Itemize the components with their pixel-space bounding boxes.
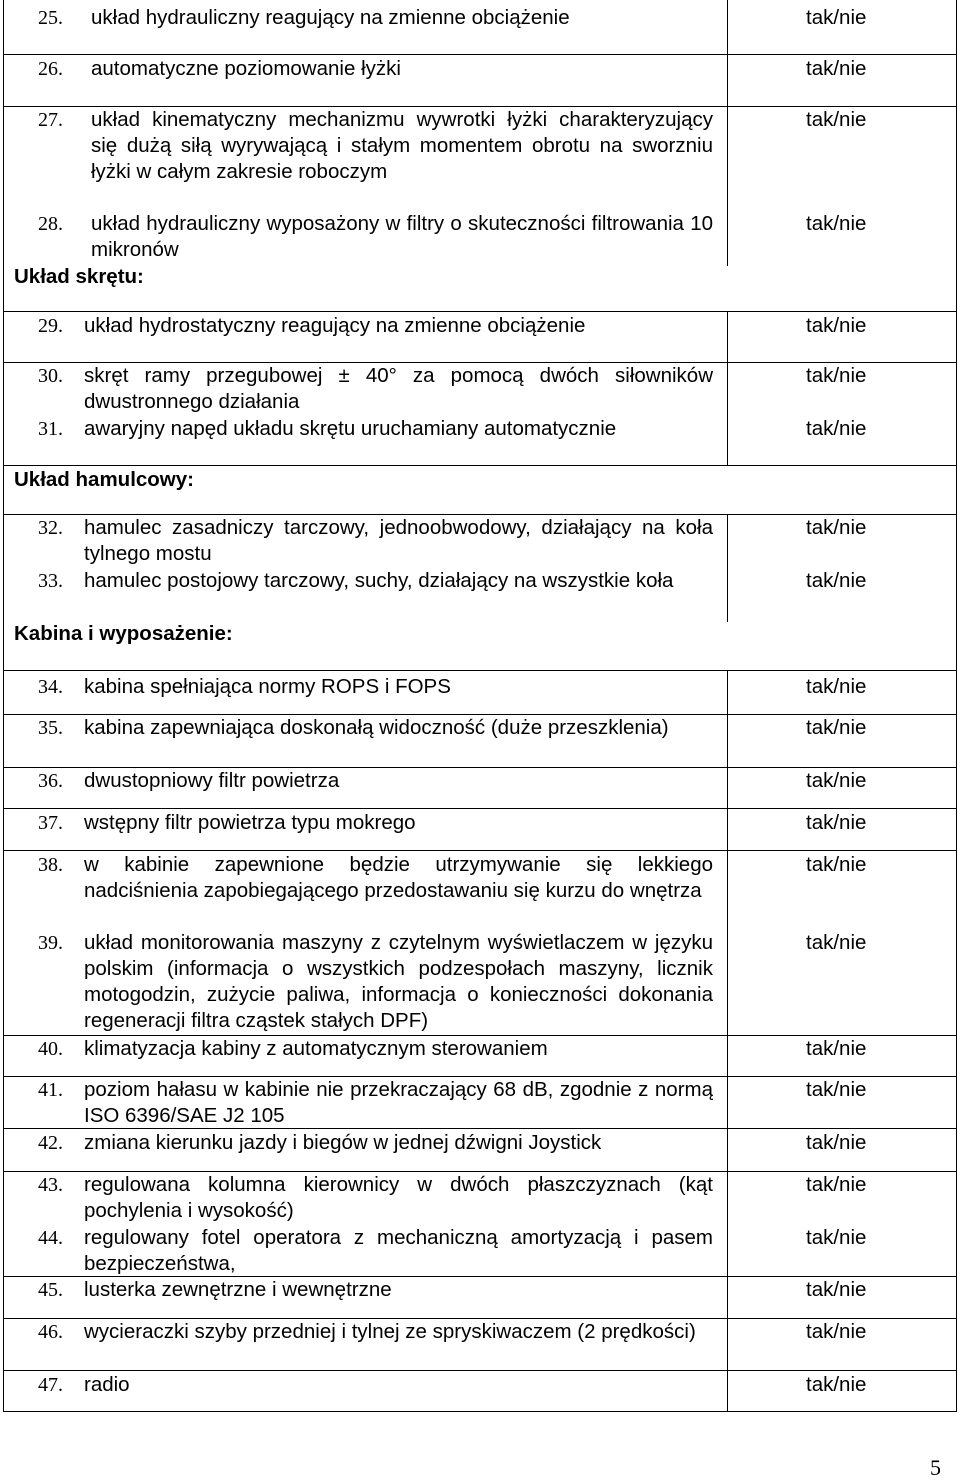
item-answer: tak/nie <box>806 212 867 235</box>
item-answer: tak/nie <box>806 675 867 698</box>
item-text: układ hydrostatyczny reagujący na zmienne obciążenie <box>84 314 586 337</box>
column-divider <box>727 671 728 1412</box>
item-text: poziom hałasu w kabinie nie przekraczający 68 dB, zgodnie z normą ISO 6396/SAE J2 105 <box>84 1078 713 1127</box>
item-answer: tak/nie <box>806 853 867 876</box>
item-number: 33. <box>38 570 63 592</box>
item-number: 37. <box>38 812 63 834</box>
item-text: lusterka zewnętrzne i wewnętrzne <box>84 1278 392 1301</box>
item-text: klimatyzacja kabiny z automatycznym sterowaniem <box>84 1037 548 1060</box>
row-separator <box>4 54 956 55</box>
item-text: hamulec zasadniczy tarczowy, jednoobwodowy, działający na koła tylnego mostu <box>84 516 713 565</box>
item-answer: tak/nie <box>806 811 867 834</box>
row-separator <box>4 670 956 671</box>
item-answer: tak/nie <box>806 57 867 80</box>
item-answer: tak/nie <box>806 1131 867 1154</box>
item-answer: tak/nie <box>806 6 867 29</box>
item-text: hamulec postojowy tarczowy, suchy, działający na wszystkie koła <box>84 569 674 592</box>
item-number: 27. <box>38 109 63 131</box>
item-number: 42. <box>38 1132 63 1154</box>
row-separator <box>4 850 956 851</box>
item-answer: tak/nie <box>806 314 867 337</box>
item-text: zmiana kierunku jazdy i biegów w jednej dźwigni Joystick <box>84 1131 602 1154</box>
column-divider <box>727 107 728 266</box>
item-text: wycieraczki szyby przedniej i tylnej ze spryskiwaczem (2 prędkości) <box>84 1320 696 1343</box>
item-text: awaryjny napęd układu skrętu uruchamiany automatycznie <box>84 417 617 440</box>
item-text: kabina zapewniająca doskonałą widoczność (duże przeszklenia) <box>84 716 669 739</box>
item-number: 29. <box>38 315 63 337</box>
item-text: dwustopniowy filtr powietrza <box>84 769 340 792</box>
column-divider <box>727 0 728 55</box>
item-answer: tak/nie <box>806 1078 867 1101</box>
item-text: układ monitorowania maszyny z czytelnym wyświetlaczem w języku polskim (informacja o wszystkich podzespołach maszyny, licznik motogodzin, zużycie paliwa, informacja o konieczności dokonania regeneracji filtra cząstek stałych DPF) <box>84 931 713 1032</box>
item-text: układ kinematyczny mechanizmu wywrotki łyżki charakteryzujący się dużą siłą wyrywającą i stałym momentem obrotu na sworzniu łyżki w całym zakresie roboczym <box>91 108 713 183</box>
item-text: układ hydrauliczny wyposażony w filtry o skuteczności filtrowania 10 mikronów <box>91 212 713 261</box>
column-divider <box>727 515 728 622</box>
item-answer: tak/nie <box>806 769 867 792</box>
item-number: 46. <box>38 1321 63 1343</box>
item-number: 28. <box>38 213 63 235</box>
item-answer: tak/nie <box>806 364 867 387</box>
item-number: 35. <box>38 717 63 739</box>
item-number: 47. <box>38 1374 63 1396</box>
row-separator <box>4 808 956 809</box>
item-number: 30. <box>38 365 63 387</box>
item-text: regulowana kolumna kierownicy w dwóch płaszczyznach (kąt pochylenia i wysokość) <box>84 1173 713 1222</box>
item-number: 41. <box>38 1079 63 1101</box>
item-answer: tak/nie <box>806 931 867 954</box>
item-number: 25. <box>38 7 63 29</box>
item-answer: tak/nie <box>806 716 867 739</box>
item-text: automatyczne poziomowanie łyżki <box>91 57 401 80</box>
item-answer: tak/nie <box>806 1037 867 1060</box>
row-separator <box>4 1370 956 1371</box>
item-number: 39. <box>38 932 63 954</box>
row-separator <box>4 311 956 312</box>
item-answer: tak/nie <box>806 1226 867 1249</box>
section-heading: Kabina i wyposażenie: <box>14 622 233 645</box>
item-number: 26. <box>38 58 63 80</box>
row-separator <box>4 465 956 466</box>
item-number: 40. <box>38 1038 63 1060</box>
item-answer: tak/nie <box>806 1320 867 1343</box>
item-number: 38. <box>38 854 63 876</box>
item-number: 44. <box>38 1227 63 1249</box>
item-number: 31. <box>38 418 63 440</box>
item-answer: tak/nie <box>806 516 867 539</box>
column-divider <box>727 312 728 465</box>
item-text: radio <box>84 1373 130 1396</box>
item-text: regulowany fotel operatora z mechaniczną amortyzacją i pasem bezpieczeństwa, <box>84 1226 713 1275</box>
item-text: kabina spełniająca normy ROPS i FOPS <box>84 675 451 698</box>
page-number: 5 <box>930 1455 941 1480</box>
column-divider <box>727 55 728 107</box>
section-heading: Układ skrętu: <box>14 265 144 288</box>
item-text: w kabinie zapewnione będzie utrzymywanie się lekkiego nadciśnienia zapobiegającego przedostawaniu się kurzu do wnętrza <box>84 853 713 902</box>
item-answer: tak/nie <box>806 569 867 592</box>
item-answer: tak/nie <box>806 108 867 131</box>
section-heading: Układ hamulcowy: <box>14 468 194 491</box>
item-answer: tak/nie <box>806 417 867 440</box>
item-number: 34. <box>38 676 63 698</box>
item-text: układ hydrauliczny reagujący na zmienne obciążenie <box>91 6 570 29</box>
item-number: 43. <box>38 1174 63 1196</box>
item-answer: tak/nie <box>806 1373 867 1396</box>
item-number: 45. <box>38 1279 63 1301</box>
item-number: 32. <box>38 517 63 539</box>
item-number: 36. <box>38 770 63 792</box>
item-answer: tak/nie <box>806 1173 867 1196</box>
item-text: skręt ramy przegubowej ± 40° za pomocą dwóch siłowników dwustronnego działania <box>84 364 713 413</box>
item-text: wstępny filtr powietrza typu mokrego <box>84 811 416 834</box>
item-answer: tak/nie <box>806 1278 867 1301</box>
